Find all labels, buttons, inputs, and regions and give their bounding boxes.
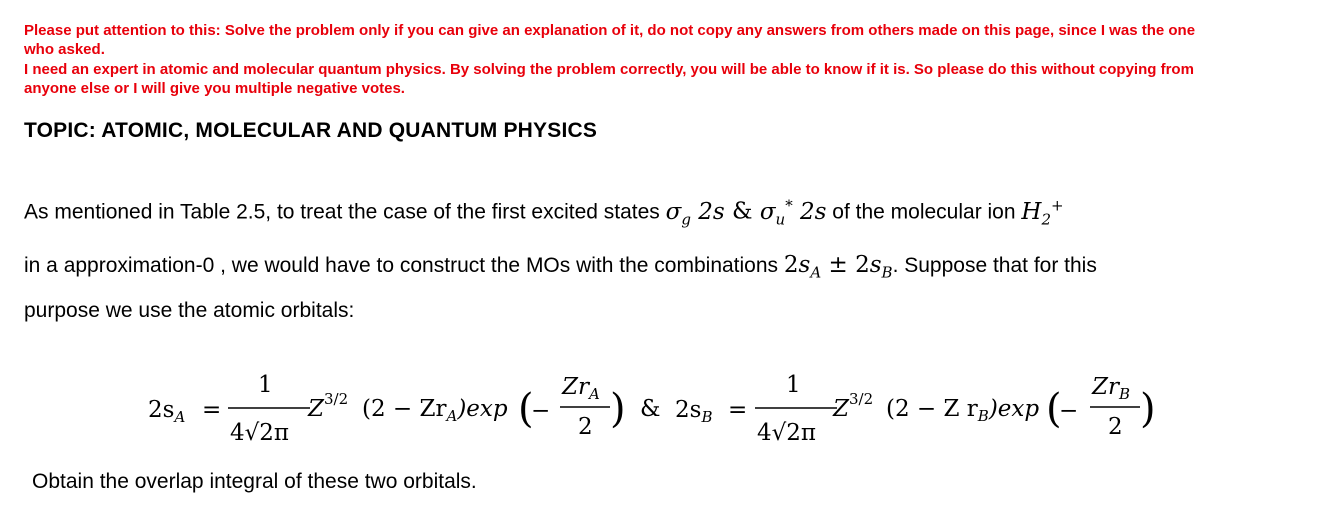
z-a: $Z^{3/2}$	[308, 390, 349, 422]
equals-a: =	[202, 397, 222, 423]
paren-close-b: )	[1140, 386, 1156, 432]
notice-line-2: I need an expert in atomic and molecular quantum physics. By solving the problem correctly, you will be able to know if it is. So please do this without copying from anyone else or I will give you multiple negative votes.	[24, 61, 1194, 97]
p2-text-b: . Suppose that for this	[892, 254, 1097, 277]
p1-text-a: As mentioned in Table 2.5, to treat the case of the first excited states	[24, 200, 666, 224]
paren-open-a: (	[518, 386, 534, 432]
equals-b: =	[728, 397, 748, 423]
connector-amp: &	[640, 396, 661, 422]
topic-heading: TOPIC: ATOMIC, MOLECULAR AND QUANTUM PHYSICS	[24, 119, 598, 142]
exp-den-a: 2	[578, 414, 593, 440]
question-text: Obtain the overlap integral of these two orbitals.	[32, 470, 477, 493]
paragraph-line-1	[24, 196, 1064, 228]
exp-num-a: $Zr_A$	[562, 374, 600, 403]
lhs-2sB: $2s_B$	[675, 397, 713, 426]
frac-den-b: 4√2π	[757, 420, 817, 446]
frac-num-a: 1	[258, 372, 273, 398]
body-b: (2 − Z $r_B)\exp$	[886, 396, 1040, 425]
frac-den-a: 4√2π	[230, 420, 290, 446]
paren-open-b: (	[1046, 386, 1062, 432]
exp-den-b: 2	[1108, 414, 1123, 440]
p2-text-a: in a approximation-0 , we would have to construct the MOs with the combinations	[24, 254, 784, 277]
body-a: $(2 - Zr_A)\exp$	[362, 396, 508, 425]
sigma-u-star-2s: $\sigma_u^*$ 2s	[759, 196, 827, 229]
orbital-equation	[140, 360, 1200, 450]
sigma-g-2s: $\sigma_g$ 2s	[665, 198, 725, 229]
combination-math: $2s_A \pm 2s_B$	[783, 252, 893, 282]
z-b: $Z^{3/2}$	[833, 390, 874, 422]
paragraph-line-2	[24, 252, 1097, 282]
paren-close-a: )	[610, 386, 626, 432]
frac-num-b: 1	[786, 372, 801, 398]
p1-text-b: of the molecular ion	[826, 200, 1022, 224]
minus-b: −	[1059, 398, 1079, 424]
amp: &	[724, 198, 760, 225]
equation-svg	[140, 360, 1200, 450]
paragraph-line-3: purpose we use the atomic orbitals:	[24, 299, 355, 322]
minus-a: −	[531, 398, 551, 424]
molecular-ion: $H_2^+$	[1021, 196, 1064, 229]
lhs-2sA: $2s_A$	[148, 397, 186, 426]
exp-num-b: $Zr_B$	[1092, 374, 1131, 403]
notice-line-1: Please put attention to this: Solve the problem only if you can give an explanation of it, do not copy any answers from others made on this page, since I was the one who asked.	[24, 22, 1196, 58]
